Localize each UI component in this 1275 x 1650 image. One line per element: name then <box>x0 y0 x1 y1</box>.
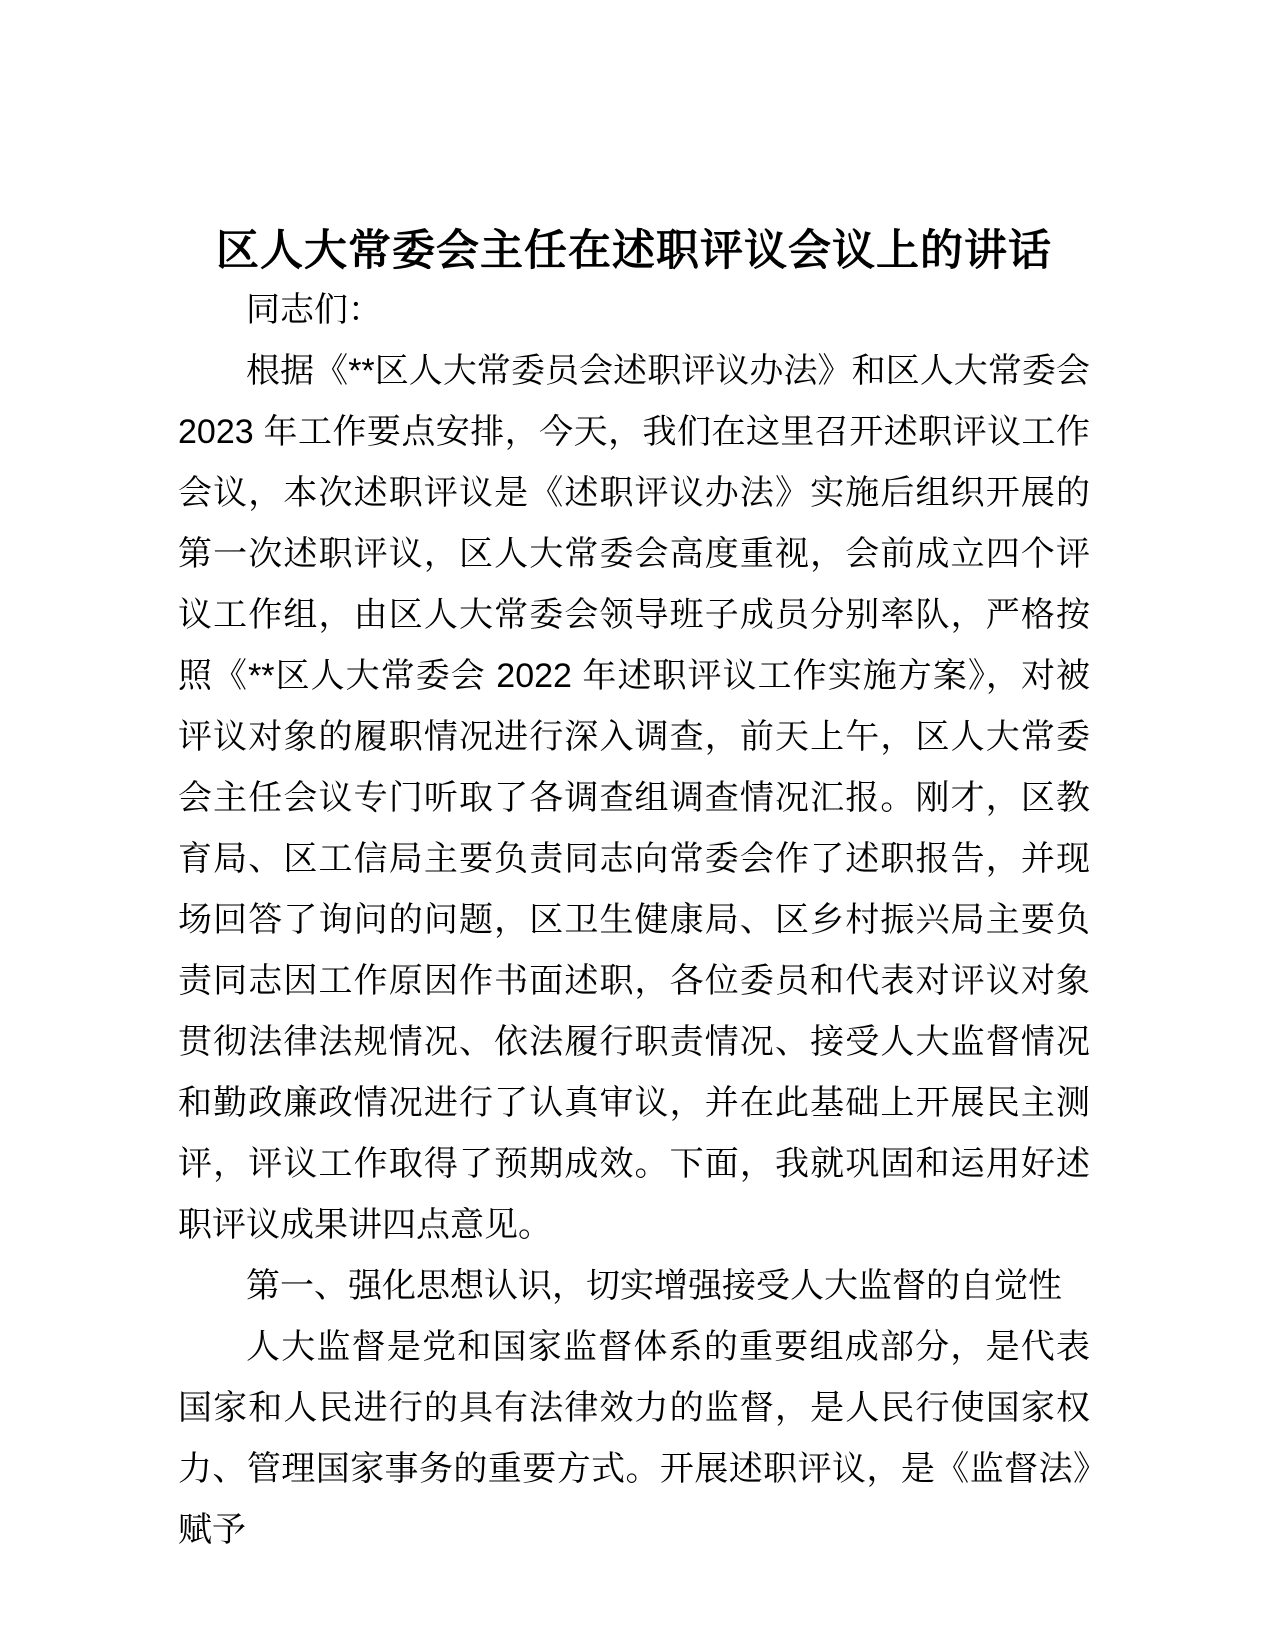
section-heading-1: 第一、强化思想认识，切实增强接受人大监督的自觉性 <box>246 1267 1062 1305</box>
salutation-paragraph: 同志们： <box>246 291 382 329</box>
document-body <box>178 280 1090 1561</box>
section-1-paragraph: 人大监督是党和国家监督体系的重要组成部分，是代表国家和人民进行的具有法律效力的监督，是人民行使国家权力、管理国家事务的重要方式。开展述职评议，是《监督法》赋予 <box>178 1328 1090 1549</box>
intro-paragraph: 根据《**区人大常委员会述职评议办法》和区人大常委会 2023 年工作要点安排，今天，我们在这里召开述职评议工作会议，本次述职评议是《述职评议办法》实施后组织开展的第一次述职评议，区人大常委会高度重视，会前成立四个评议工作组，由区人大常委会领导班子成员分别率队，严格按照《**区人大常委会 2022 年述职评议工作实施方案》，对被评议对象的履职情况进行深入调查，前天上午，区人大常委会主任会议专门听取了各调查组调查情况汇报。刚才，区教育局、区工信局主要负责同志向常委会作了述职报告，并现场回答了询问的问题，区卫生健康局、区乡村振兴局主要负责同志因工作原因作书面述职，各位委员和代表对评议对象贯彻法律法规情况、依法履行职责情况、接受人大监督情况和勤政廉政情况进行了认真审议，并在此基础上开展民主测评，评议工作取得了预期成效。下面，我就巩固和运用好述职评议成果讲四点意见。 <box>178 352 1090 1244</box>
document-title: 区人大常委会主任在述职评议会议上的讲话 <box>216 227 1052 275</box>
